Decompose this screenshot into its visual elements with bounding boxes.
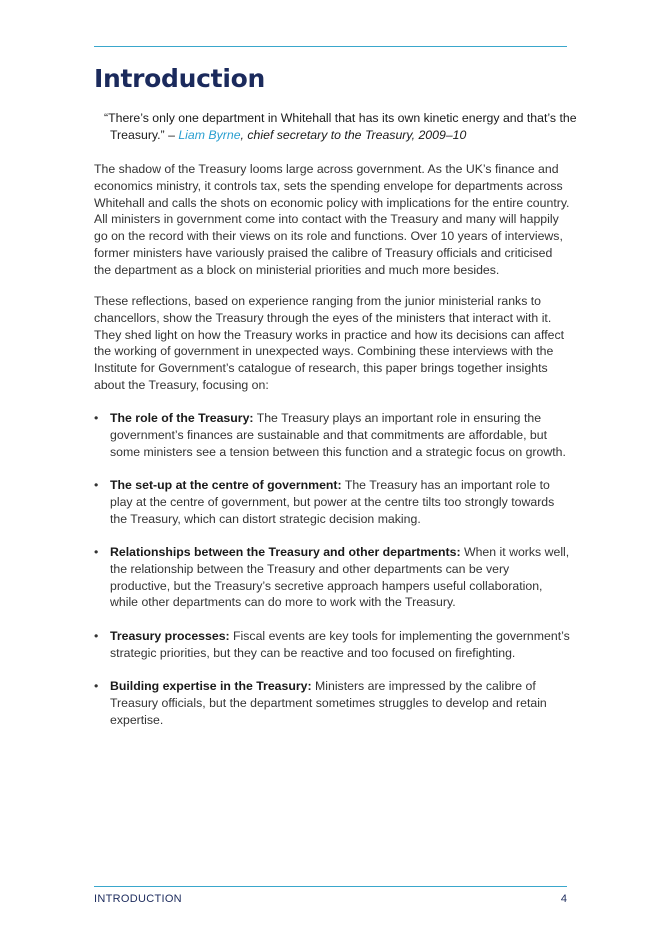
page-title: Introduction [94, 64, 265, 93]
paragraph-2: These reflections, based on experience ranging from the junior ministerial ranks to chancellors, show the Treasury through the eyes of the ministers that interact with it. They shed light on how the Treasury works in practice and how its decisions can affect the working of government in unexpected ways. Combining these interviews with the Institute for Government’s catalogue of research, this paper brings together insights about the Treasury, focusing on: [94, 294, 565, 392]
footer-section-label: INTRODUCTION [94, 893, 182, 905]
list-item [94, 544, 570, 611]
list-item [94, 628, 570, 662]
list-item-heading: The role of the Treasury: [110, 411, 254, 425]
list-item-text: The Treasury plays an important role in ensuring the government’s finances are sustainable and that commitments are affordable, but some ministers see a tension between this function and a strategic focus on growth. [110, 411, 566, 459]
bullet-marker: • [94, 477, 99, 492]
bullet-marker: • [94, 411, 99, 425]
quote-text: “There’s only one department in Whitehall that has its own kinetic energy and that’s the Treasury.” – [104, 111, 577, 142]
paragraph-1: The shadow of the Treasury looms large across government. As the UK’s finance and economics ministry, it controls tax, sets the spending envelope for departments across Whitehall and calls the shots on economic policy with implications for the entire country. All ministers in government come into contact with the Treasury and many will happily go on the record with their views on its role and functions. Over 10 years of interviews, former ministers have variously praised the calibre of Treasury officials and criticised the department as a block on ministerial priorities and much more besides. [94, 162, 570, 277]
list-item-text: The Treasury has an important role to play at the centre of government, but power at the centre tilts too strongly towards the Treasury, which can distort strategic decision making. [110, 477, 555, 526]
list-item-heading: Relationships between the Treasury and other departments: [110, 544, 461, 559]
list-item-text: When it works well, the relationship between the Treasury and other departments can be very productive, but the Treasury’s secretive approach hampers useful collaboration, while other departments can do more to work with the Treasury. [110, 544, 570, 610]
list-item-text: Ministers are impressed by the calibre of Treasury officials, but the department sometimes struggles to develop and retain expertise. [110, 678, 547, 727]
list-item [94, 477, 570, 527]
bullet-marker: • [94, 544, 99, 559]
list-item-text: Fiscal events are key tools for implementing the government’s strategic priorities, but they can be reactive and too focused on firefighting. [110, 628, 570, 660]
quote-speaker-role: , chief secretary to the Treasury, 2009–10 [240, 128, 467, 142]
list-item-heading: Building expertise in the Treasury: [110, 678, 312, 693]
bottom-rule [94, 886, 567, 887]
opening-quote [104, 110, 580, 144]
list-item [94, 410, 570, 460]
list-item-heading: The set-up at the centre of government: [110, 477, 342, 492]
list-item-heading: Treasury processes: [110, 628, 230, 643]
page-number: 4 [560, 893, 567, 905]
list-item [94, 678, 570, 728]
bullet-marker: • [94, 678, 99, 693]
quote-speaker: Liam Byrne [178, 128, 241, 142]
top-rule [94, 46, 567, 47]
focus-list [94, 410, 570, 745]
bullet-marker: • [94, 628, 99, 643]
